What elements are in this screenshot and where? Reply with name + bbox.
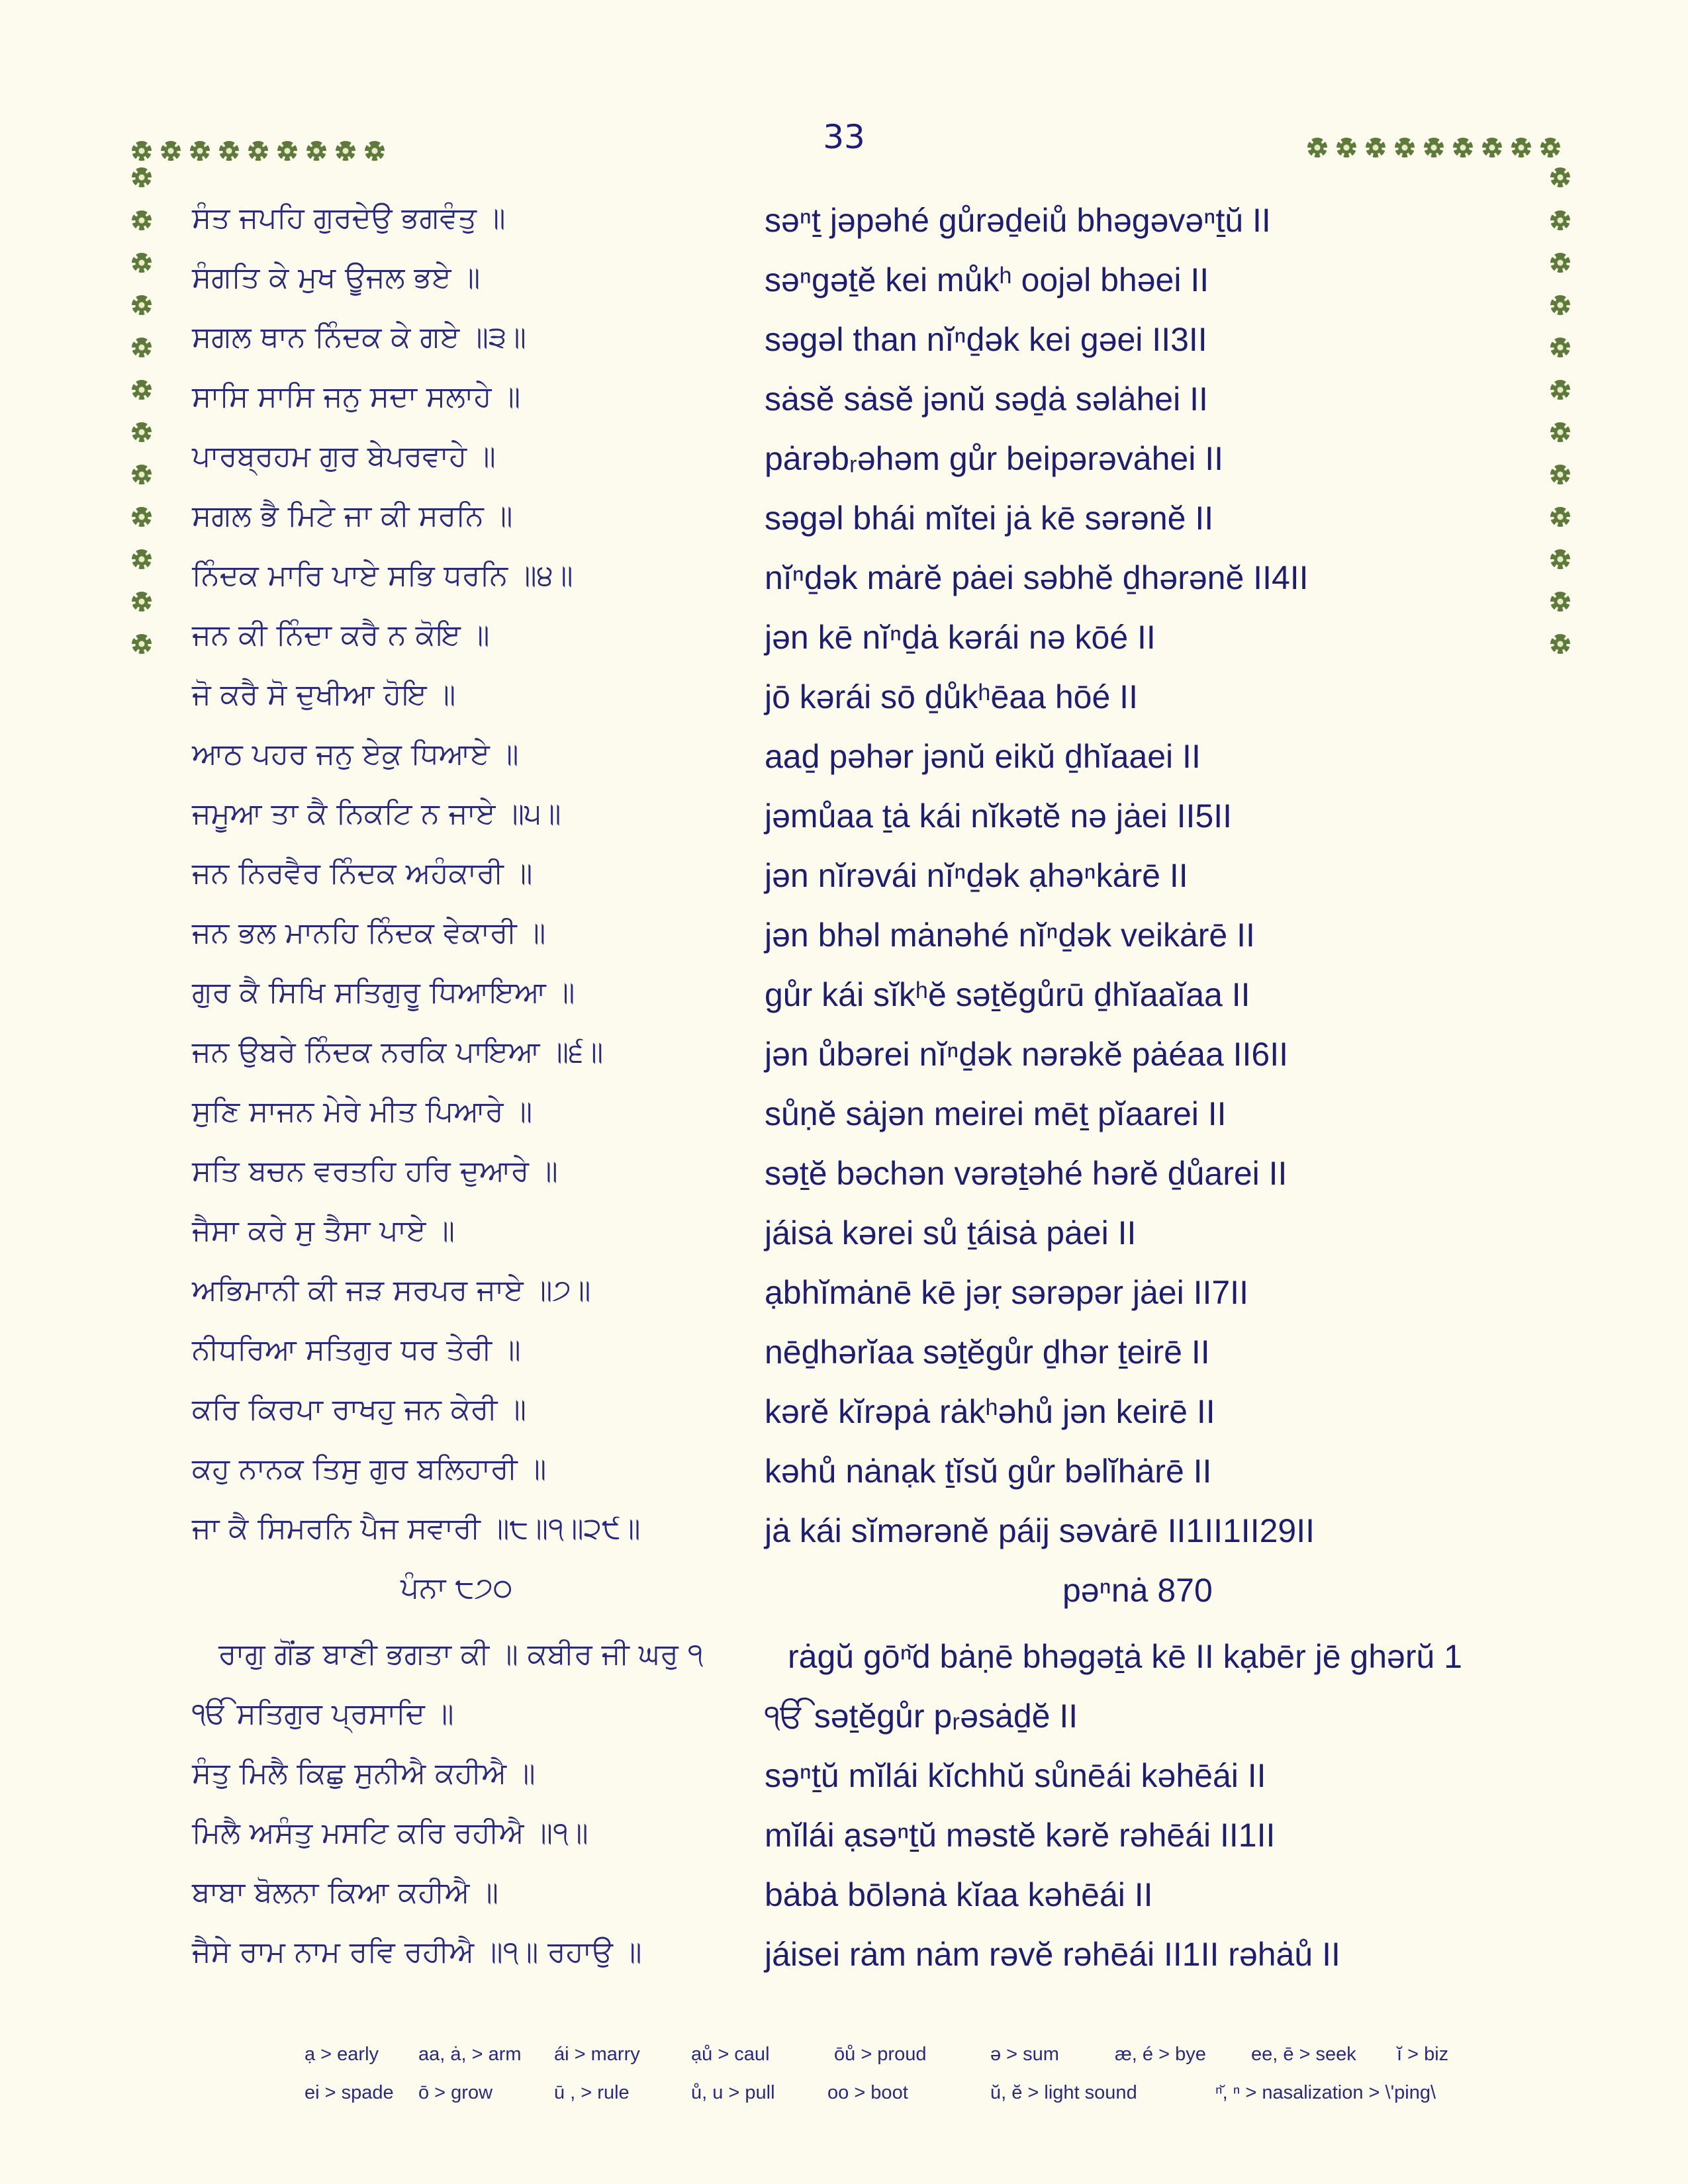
legend-item: oo > boot: [827, 2082, 908, 2103]
legend-item: ŭ, ĕ > light sound: [990, 2082, 1137, 2103]
flower-icon: [1482, 138, 1502, 158]
flower-icon: [336, 141, 355, 161]
gurmukhi-text: ਸਤਿ ਬਚਨ ਵਰਤਹਿ ਹਰਿ ਦੁਆਰੇ ॥: [192, 1154, 558, 1188]
verse-line: [0, 976, 1688, 1028]
gurmukhi-text: ਨਿੰਦਕ ਮਾਰਿ ਪਾਏ ਸਭਿ ਧਰਨਿ ॥੪॥: [192, 559, 573, 592]
verse-line: [0, 1273, 1688, 1326]
verse-line: [0, 1452, 1688, 1505]
legend-item: ạů > caul: [691, 2044, 770, 2065]
transliteration-text: pȧrəbᵣəhəm gůr beipərəvȧhei II: [765, 440, 1223, 477]
gurmukhi-text: ਪਾਰਬ੍ਰਹਮ ਗੁਰ ਬੇਪਰਵਾਹੇ ॥: [192, 439, 496, 473]
verse-line: [0, 1935, 1688, 1988]
transliteration-text: jȧ kái sĭmərənĕ páij səvȧrē II1II1II29II: [765, 1512, 1315, 1549]
verse-line: [0, 1512, 1688, 1565]
gurmukhi-text: ਜਨ ਭਲ ਮਾਨਹਿ ਨਿੰਦਕ ਵੇਕਾਰੀ ॥: [192, 916, 546, 950]
verse-line: [0, 856, 1688, 909]
gurmukhi-text: ਜਮੂਆ ਤਾ ਕੈ ਨਿਕਟਿ ਨ ਜਾਏ ॥੫॥: [192, 797, 561, 831]
legend-item: æ, é > bye: [1115, 2044, 1206, 2065]
gurmukhi-text: ਸਗਲ ਥਾਨ ਨਿੰਦਕ ਕੇ ਗਏ ॥੩॥: [192, 320, 526, 354]
flower-icon: [248, 141, 268, 161]
verse-line: [0, 320, 1688, 373]
transliteration-text: jən kē nĭⁿḏȧ kərái nə kōé II: [765, 619, 1156, 656]
legend-item: ái > marry: [554, 2044, 640, 2065]
legend-row: [305, 2082, 1496, 2120]
transliteration-text: jəmůaa ṯȧ kái nĭkətĕ nə jȧei II5II: [765, 797, 1232, 835]
transliteration-text: jáisȧ kərei sů ṯáisȧ pȧei II: [765, 1214, 1137, 1251]
flower-icon: [219, 141, 239, 161]
legend-item: ⁿ̆, ⁿ > nasalization > \'ping\: [1215, 2082, 1436, 2103]
flower-icon: [132, 167, 152, 187]
legend-item: ů, u > pull: [691, 2082, 775, 2103]
gurmukhi-text: ਜਨ ਉਬਰੇ ਨਿੰਦਕ ਨਰਕਿ ਪਾਇਆ ॥੬॥: [192, 1035, 604, 1069]
legend-item: ū , > rule: [554, 2082, 630, 2103]
verse-line: [0, 678, 1688, 731]
flower-icon: [1395, 138, 1415, 158]
gurmukhi-text: ਸੰਤ ਜਪਹਿ ਗੁਰਦੇਉ ਭਗਵੰਤੁ ॥: [192, 201, 506, 235]
legend-item: ə > sum: [990, 2044, 1059, 2065]
verse-line: [0, 201, 1688, 254]
gurmukhi-text: ਨੀਧਰਿਆ ਸਤਿਗੁਰ ਧਰ ਤੇਰੀ ॥: [192, 1333, 521, 1367]
panna-gurmukhi: ਪੰਨਾ ੮੭੦: [400, 1571, 513, 1605]
flower-icon: [1540, 138, 1560, 158]
transliteration-text: nēḏhərĭaa səṯĕgůr ḏhər ṯeirē II: [765, 1334, 1210, 1371]
flower-icon: [1336, 138, 1356, 158]
transliteration-text: səⁿgəṯĕ kei můkʰ oojəl bhəei II: [765, 261, 1209, 298]
verse-line: [0, 439, 1688, 492]
verse-line: [0, 1876, 1688, 1929]
transliteration-text: jō kərái sō ḏůkʰēaa hōé II: [765, 678, 1138, 715]
verse-line: [0, 1392, 1688, 1445]
transliteration-text: sůṇĕ sȧjən meirei mēṯ pĭaarei II: [765, 1095, 1227, 1132]
verse-line: [0, 618, 1688, 671]
gurmukhi-text: ਜੋ ਕਰੈ ਸੋ ਦੁਖੀਆ ਹੋਇ ॥: [192, 678, 456, 711]
gurmukhi-text: ਕਰਿ ਕਿਰਪਾ ਰਾਖਹੁ ਜਨ ਕੇਰੀ ॥: [192, 1392, 527, 1426]
flower-icon: [306, 141, 326, 161]
transliteration-text: sȧsĕ sȧsĕ jənŭ səḏȧ səlȧhei II: [765, 381, 1208, 418]
flower-icon: [190, 141, 210, 161]
transliteration-text: ạbhĭmȧnē kē jəṛ sərəpər jȧei II7II: [765, 1274, 1248, 1311]
transliteration-text: jən nĭrəvái nĭⁿḏək ạhəⁿkȧrē II: [765, 857, 1188, 894]
transliteration-text: kəhů nȧnạk ṯĭsŭ gůr bəlĭhȧrē II: [765, 1453, 1212, 1490]
legend-item: ō > grow: [418, 2082, 493, 2103]
transliteration-text: kərĕ kĭrəpȧ rȧkʰəhů jən keirē II: [765, 1393, 1215, 1430]
flower-icon: [132, 141, 152, 161]
verse-line: [0, 1333, 1688, 1386]
gurmukhi-text: ਆਠ ਪਹਰ ਜਨੁ ਏਕੁ ਧਿਆਏ ॥: [192, 737, 519, 771]
gurmukhi-text: ਸਾਸਿ ਸਾਸਿ ਜਨੁ ਸਦਾ ਸਲਾਹੇ ॥: [192, 380, 521, 414]
gurmukhi-text: ਬਾਬਾ ਬੋਲਨਾ ਕਿਆ ਕਹੀਐ ॥: [192, 1876, 498, 1909]
verse-line: [0, 797, 1688, 850]
flower-icon: [1453, 138, 1473, 158]
gurmukhi-text: ਜਨ ਨਿਰਵੈਰ ਨਿੰਦਕ ਅਹੰਕਾਰੀ ॥: [192, 856, 533, 890]
page-number: 33: [823, 118, 865, 156]
raag-gurmukhi: ਰਾਗੁ ਗੋਂਡ ਬਾਣੀ ਭਗਤਾ ਕੀ ॥ ਕਬੀਰ ਜੀ ਘਰੁ ੧: [218, 1637, 704, 1671]
verse-line: [0, 261, 1688, 314]
legend-item: ōů > proud: [834, 2044, 927, 2065]
transliteration-text: səṯĕ bəchən vərəṯəhé hərĕ ḏůarei II: [765, 1155, 1288, 1192]
verse-line: [0, 1154, 1688, 1207]
pronunciation-legend: [305, 2044, 1496, 2120]
verse-line: [0, 1816, 1688, 1869]
transliteration-text: səgəl bhái mĭtei jȧ kē sərənĕ II: [765, 500, 1214, 537]
gurmukhi-text: ਜਾ ਕੈ ਸਿਮਰਨਿ ਪੈਜ ਸਵਾਰੀ ॥੮॥੧॥੨੯॥: [192, 1512, 641, 1545]
transliteration-text: səgəl than nĭⁿḏək kei gəei II3II: [765, 321, 1207, 358]
gurmukhi-text: ਜੈਸਾ ਕਰੇ ਸੁ ਤੈਸਾ ਪਾਏ ॥: [192, 1214, 455, 1248]
legend-item: ĭ > biz: [1397, 2044, 1449, 2065]
legend-row: [305, 2044, 1496, 2082]
gurmukhi-text: ਜਨ ਕੀ ਨਿੰਦਾ ਕਰੈ ਨ ਕੋਇ ॥: [192, 618, 490, 652]
transliteration-text: nĭⁿḏək mȧrĕ pȧei səbhĕ ḏhərənĕ II4II: [765, 559, 1309, 596]
verse-line: [0, 737, 1688, 790]
gurmukhi-text: ਅਭਿਮਾਨੀ ਕੀ ਜੜ ਸਰਪਰ ਜਾਏ ॥੭॥: [192, 1273, 591, 1307]
transliteration-text: səⁿṯŭ mĭlái kĭchhŭ sůnēái kəhēái II: [765, 1757, 1266, 1794]
flower-icon: [1550, 167, 1570, 187]
transliteration-text: gůr kái sĭkʰĕ səṯĕgůrū ḏhĭaaĭaa II: [765, 976, 1250, 1013]
flower-icon: [1366, 138, 1385, 158]
legend-item: ei > spade: [305, 2082, 394, 2103]
legend-item: ạ > early: [305, 2044, 379, 2065]
gurmukhi-text: ਕਹੁ ਨਾਨਕ ਤਿਸੁ ਗੁਰ ਬਲਿਹਾਰੀ ॥: [192, 1452, 547, 1486]
legend-item: aa, ȧ, > arm: [418, 2044, 522, 2065]
verse-line: [0, 1756, 1688, 1809]
verse-line: [0, 1095, 1688, 1148]
mool-gurmukhi: ੴ ਸਤਿਗੁਰ ਪ੍ਰਸਾਦਿ ॥: [192, 1697, 454, 1731]
gurmukhi-text: ਸਗਲ ਭੈ ਮਿਟੇ ਜਾ ਕੀ ਸਰਨਿ ॥: [192, 499, 513, 533]
verse-line: [0, 1214, 1688, 1267]
verse-line: [0, 916, 1688, 969]
flower-icon: [365, 141, 385, 161]
transliteration-text: bȧbȧ bōlənȧ kĭaa kəhēái II: [765, 1876, 1153, 1913]
gurmukhi-text: ਗੁਰ ਕੈ ਸਿਖਿ ਸਤਿਗੁਰੂ ਧਿਆਇਆ ॥: [192, 976, 575, 1009]
mool-heading: [0, 1697, 1688, 1750]
transliteration-text: səⁿṯ jəpəhé gůrəḏeiů bhəgəvəⁿṯŭ II: [765, 202, 1271, 239]
verse-line: [0, 559, 1688, 612]
flower-icon: [1424, 138, 1444, 158]
legend-item: ee, ē > seek: [1251, 2044, 1356, 2065]
panna-translit: pəⁿnȧ 870: [1062, 1572, 1213, 1609]
gurmukhi-text: ਸੰਤੁ ਮਿਲੈ ਕਿਛੁ ਸੁਨੀਐ ਕਹੀਐ ॥: [192, 1756, 536, 1790]
raag-translit: rȧgŭ gōⁿ̆d bȧṇē bhəgəṯȧ kē II kạbēr jē ghərŭ 1: [788, 1638, 1462, 1675]
flower-icon: [277, 141, 297, 161]
panna-heading: [0, 1571, 1688, 1624]
gurmukhi-text: ਮਿਲੈ ਅਸੰਤੁ ਮਸਟਿ ਕਰਿ ਰਹੀਐ ॥੧॥: [192, 1816, 588, 1850]
transliteration-text: jáisei rȧm nȧm rəvĕ rəhēái II1II rəhȧů II: [765, 1936, 1340, 1973]
raag-heading: [0, 1637, 1688, 1690]
gurmukhi-text: ਜੈਸੇ ਰਾਮ ਨਾਮ ਰਵਿ ਰਹੀਐ ॥੧॥ ਰਹਾਉ ॥: [192, 1935, 642, 1969]
verse-line: [0, 1035, 1688, 1088]
transliteration-text: mĭlái ạsəⁿṯŭ məstĕ kərĕ rəhēái II1II: [765, 1817, 1276, 1854]
transliteration-text: jən ůbərei nĭⁿḏək nərəkĕ pȧéaa II6II: [765, 1036, 1289, 1073]
verse-line: [0, 499, 1688, 552]
gurmukhi-text: ਸੁਣਿ ਸਾਜਨ ਮੇਰੇ ਮੀਤ ਪਿਆਰੇ ॥: [192, 1095, 533, 1128]
mool-translit: ੴ səṯĕgůr pᵣəsȧḏĕ II: [765, 1698, 1078, 1735]
flower-icon: [1511, 138, 1531, 158]
gurmukhi-text: ਸੰਗਤਿ ਕੇ ਮੁਖ ਊਜਲ ਭਏ ॥: [192, 261, 481, 295]
transliteration-text: aaḏ pəhər jənŭ eikŭ ḏhĭaaei II: [765, 738, 1201, 775]
transliteration-text: jən bhəl mȧnəhé nĭⁿḏək veikȧrē II: [765, 917, 1255, 954]
verse-line: [0, 380, 1688, 433]
flower-icon: [161, 141, 181, 161]
flower-icon: [1307, 138, 1327, 158]
